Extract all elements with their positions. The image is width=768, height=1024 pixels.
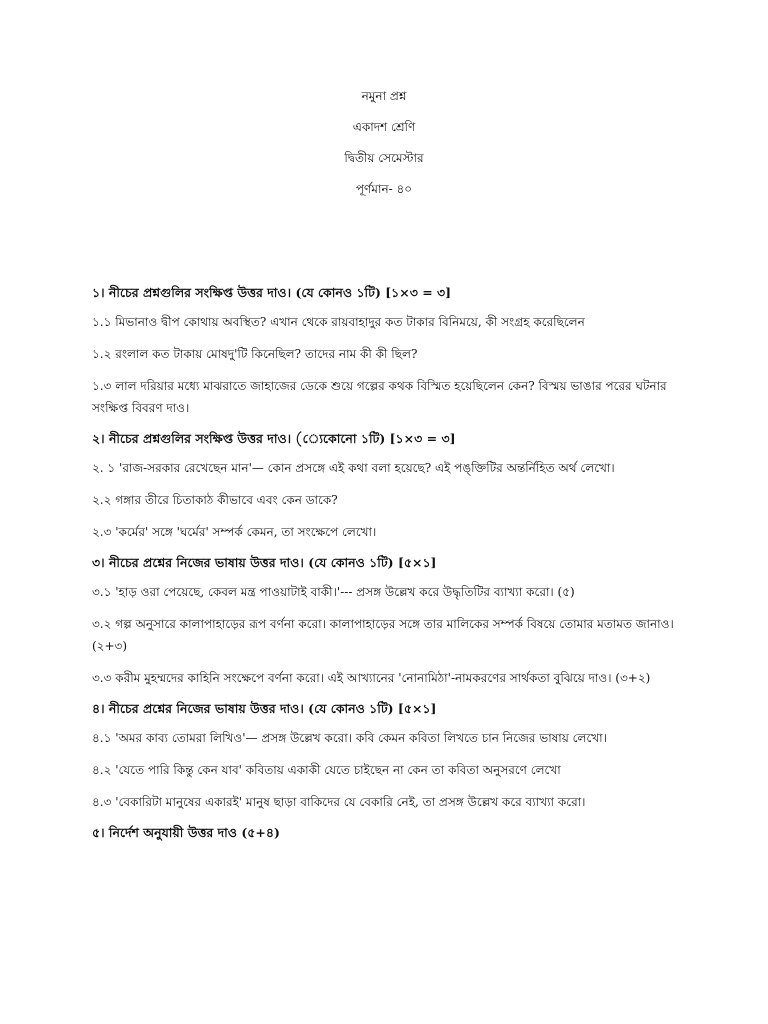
section-title: ৪। নীচের প্রশ্নের নিজের ভাষায় উত্তর দাও। (যে কোনও ১টি) [৫×১] [92,701,437,716]
section-title: ১। নীচের প্রশ্নগুলির সংক্ষিপ্ত উত্তর দাও। (যে কোনও ১টি) [১×৩ = ৩] [92,285,452,300]
section-title: ৩। নীচের প্রশ্নের নিজের ভাষায় উত্তর দাও। (যে কোনও ১টি) [৫×১] [92,555,437,570]
question-3-2: ৩.২ গল্প অনুসারে কালাপাহাড়ের রূপ বর্ণনা করো। কালাপাহাড়ের সঙ্গে তার মালিকের সম্পর্ক বিষয়ে তোমার মতামত জানাও। (২+৩) [92,617,674,653]
question-4-1: ৪.১ 'অমর কাব্য তোমরা লিখিও'— প্রসঙ্গ উল্লেখ করো। কবি কেমন কবিতা লিখতে চান নিজের ভাষায় লেখো। [92,731,607,745]
document-header [0,88,768,212]
header-title: নমুনা প্রশ্ন [361,89,407,103]
section-3 [92,553,682,689]
question-3-3: ৩.৩ করীম মুহম্মদের কাহিনি সংক্ষেপে বর্ণনা করো। এই আখ্যানের 'নোনামিঠা'-নামকরণের সার্থকতা বুঝিয়ে দাও। (৩+২) [92,671,651,685]
header-semester: দ্বিতীয় সেমেস্টার [344,151,424,165]
section-2 [92,429,682,543]
question-content [92,283,682,851]
question-1-2: ১.২ রংলাল কত টাকায় মোষদু'টি কিনেছিল? তাদের নাম কী কী ছিল? [92,347,418,361]
question-2-3: ২.৩ 'কর্মের' সঙ্গে 'ঘর্মের' সম্পর্ক কেমন, তা সংক্ষেপে লেখো। [92,525,377,539]
question-2-1: ২. ১ 'রাজ-সরকার রেখেছেন মান'— কোন প্রসঙ্গে এই কথা বলা হয়েছে? এই পঙ্‌ক্তিটির অন্তর্নিহিত অর্থ লেখো। [92,461,615,475]
section-title: ৫। নির্দেশ অনুযায়ী উত্তর দাও (৫+৪) [92,825,280,840]
section-4 [92,699,682,813]
section-title: ২। নীচের প্রশ্নগুলির সংক্ষিপ্ত উত্তর দাও। (্যেকোনো ১টি) [১×৩ = ৩] [92,431,456,446]
header-class: একাদশ শ্রেণি [352,120,416,134]
section-1 [92,283,682,419]
section-5 [92,823,682,843]
question-2-2: ২.২ গঙ্গার তীরে চিতাকাঠ কীভাবে এবং কেন ডাকে? [92,493,338,507]
header-full-marks: পূর্ণমান- ৪০ [355,182,413,196]
question-4-3: ৪.৩ 'বেকারিটা মানুষের একারই' মানুষ ছাড়া বাকিদের যে বেকারি নেই, তা প্রসঙ্গ উল্লেখ করে ব্যাখ্যা করো। [92,795,586,809]
question-1-3: ১.৩ লাল দরিয়ার মধ্যে মাঝরাতে জাহাজের ডেকে শুয়ে গল্পের কথক বিস্মিত হয়েছিলেন কেন? বিস্ময় ভাঙার পরের ঘটনার সংক্ষিপ্ত বিবরণ দাও। [92,379,667,415]
question-4-2: ৪.২ 'যেতে পারি কিন্তু কেন যাব' কবিতায় একাকী যেতে চাইছেন না কেন তা কবিতা অনুসরণে লেখো [92,763,561,777]
question-1-1: ১.১ মিভানাও দ্বীপ কোথায় অবস্থিত? এখান থেকে রায়বাহাদুর কত টাকার বিনিময়ে, কী সংগ্রহ করেছিলেন [92,315,585,329]
question-3-1: ৩.১ 'হাড় ওরা পেয়েছে, কেবল মন্ত্র পাওয়াটাই বাকী।'--- প্রসঙ্গ উল্লেখ করে উদ্ধৃতিটির ব্যাখ্যা করো। (৫) [92,585,575,599]
